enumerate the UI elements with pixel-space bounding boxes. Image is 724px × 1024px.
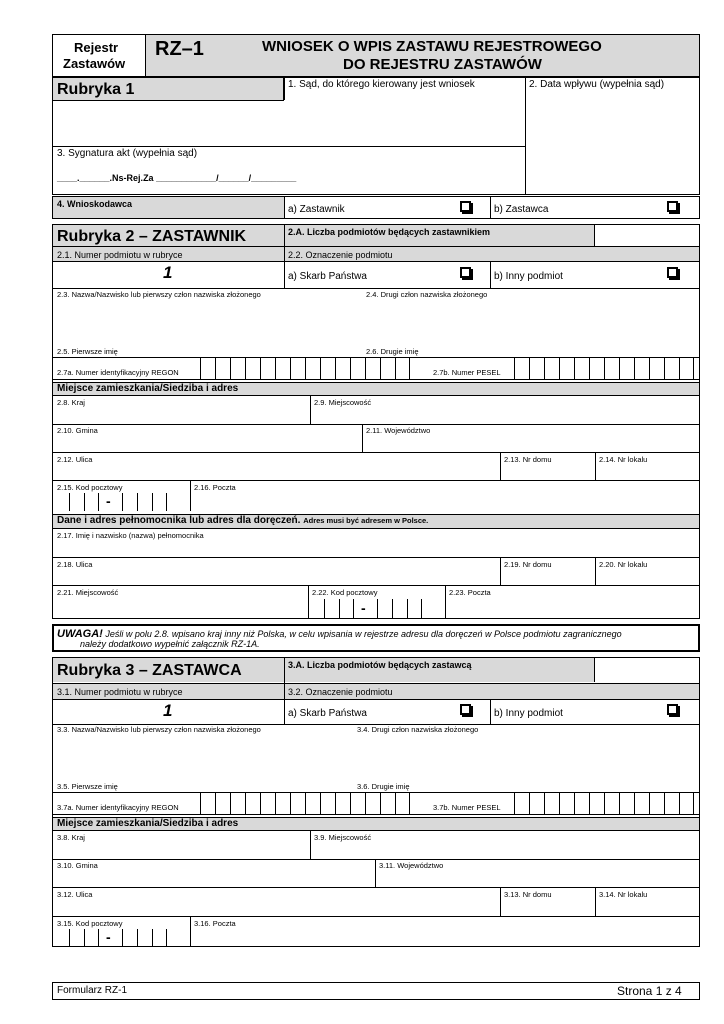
s2-option-b-label: b) Inny podmiot	[494, 271, 563, 282]
s2-regon-cells[interactable]	[200, 357, 410, 379]
s2-voivodeship-label: 2.11. Województwo	[366, 426, 431, 435]
s3-voivodeship-label: 3.11. Województwo	[379, 861, 444, 870]
form-title-line1: WNIOSEK O WPIS ZASTAWU REJESTROWEGO	[262, 38, 602, 55]
s2-option-a-checkbox[interactable]	[460, 267, 471, 278]
s3-postcode-cells-a[interactable]	[69, 929, 99, 947]
s2-street-label: 2.12. Ulica	[57, 455, 93, 464]
court-label: 1. Sąd, do którego kierowany jest wniosek	[288, 79, 475, 90]
s2-proxy-city-label: 2.21. Miejscowość	[57, 588, 119, 597]
s3-postcode-label: 3.15. Kod pocztowy	[57, 919, 123, 928]
s3-name-label: 3.3. Nazwa/Nazwisko lub pierwszy człon nazwiska złożonego	[57, 725, 261, 734]
s2-name-field[interactable]	[53, 300, 699, 344]
s2-second-name-label: 2.4. Drugi człon nazwiska złożonego	[366, 290, 488, 299]
s2-postcode-cells-a[interactable]	[69, 493, 99, 511]
section3-title: Rubryka 3 – ZASTAWCA	[57, 662, 242, 679]
s2-address-header: Miejsce zamieszkania/Siedziba i adres	[57, 383, 239, 394]
s3-regon-label: 3.7a. Numer identyfikacyjny REGON	[57, 803, 179, 812]
s2-designation-label: 2.2. Oznaczenie podmiotu	[288, 250, 393, 260]
section2-count-field[interactable]	[594, 225, 699, 246]
s3-option-a-checkbox[interactable]	[460, 704, 471, 715]
s2-proxy-name-label: 2.17. Imię i nazwisko (nazwa) pełnomocnika	[57, 531, 204, 540]
s3-postcode-dash: -	[106, 929, 111, 945]
s2-proxy-postcode-dash: -	[361, 600, 366, 616]
s2-postcode-cells-b[interactable]	[122, 493, 167, 511]
warning-text-line1: UWAGA! Jeśli w polu 2.8. wpisano kraj inny niż Polska, w celu wpisania w rejestrze adresu dla doręczeń w Polsce podmiotu zagranicznego	[57, 628, 622, 640]
warning-label: UWAGA!	[57, 628, 103, 640]
s2-subject-no-label: 2.1. Numer podmiotu w rubryce	[57, 250, 183, 260]
s3-subject-no-label: 3.1. Numer podmiotu w rubryce	[57, 687, 183, 697]
registry-label-line2: Zastawów	[63, 56, 126, 71]
s2-pesel-cells[interactable]	[514, 357, 694, 379]
s3-pesel-label: 3.7b. Numer PESEL	[433, 803, 501, 812]
s3-address-header: Miejsce zamieszkania/Siedziba i adres	[57, 818, 239, 829]
s2-postcode-label: 2.15. Kod pocztowy	[57, 483, 123, 492]
s3-designation-label: 3.2. Oznaczenie podmiotu	[288, 687, 393, 697]
s2-proxy-house-label: 2.19. Nr domu	[504, 560, 552, 569]
s2-proxy-postcode-label: 2.22. Kod pocztowy	[312, 588, 378, 597]
applicant-option-b-label: b) Zastawca	[494, 204, 549, 215]
s2-country-label: 2.8. Kraj	[57, 398, 85, 407]
s2-proxy-note: Adres musi być adresem w Polsce.	[303, 516, 429, 525]
warning-text-line2: należy dodatkowo wypełnić załącznik RZ-1A.	[80, 639, 260, 649]
section2-title: Rubryka 2 – ZASTAWNIK	[57, 228, 247, 245]
s2-flat-label: 2.14. Nr lokalu	[599, 455, 648, 464]
s3-subject-no-value: 1	[163, 701, 173, 720]
s2-house-label: 2.13. Nr domu	[504, 455, 552, 464]
s2-option-b-checkbox[interactable]	[667, 267, 678, 278]
receipt-date-label: 2. Data wpływu (wypełnia sąd)	[529, 79, 665, 90]
court-field[interactable]	[53, 101, 524, 146]
s3-house-label: 3.13. Nr domu	[504, 890, 552, 899]
s2-proxy-postcode-cells-a[interactable]	[324, 599, 354, 618]
s2-name-label: 2.3. Nazwa/Nazwisko lub pierwszy człon nazwiska złożonego	[57, 290, 261, 299]
footer-page-number: Strona 1 z 4	[617, 984, 682, 998]
s2-proxy-postcode-cells-b[interactable]	[377, 599, 422, 618]
s2-commune-label: 2.10. Gmina	[57, 426, 98, 435]
section3-count-field[interactable]	[594, 658, 699, 682]
s2-second-first-name-label: 2.6. Drugie imię	[366, 347, 419, 356]
s3-second-first-name-label: 3.6. Drugie imię	[357, 782, 410, 791]
s3-name-field[interactable]	[53, 735, 699, 779]
s3-flat-label: 3.14. Nr lokalu	[599, 890, 648, 899]
s2-post-label: 2.16. Poczta	[194, 483, 236, 492]
signature-pattern[interactable]: ____.______.Ns-Rej.Za ____________/______/_________	[57, 173, 297, 183]
receipt-date-field[interactable]	[526, 96, 699, 194]
signature-label: 3. Sygnatura akt (wypełnia sąd)	[57, 148, 198, 159]
registry-label-line1: Rejestr	[74, 40, 119, 55]
s3-postcode-cells-b[interactable]	[122, 929, 167, 947]
s2-pesel-label: 2.7b. Numer PESEL	[433, 368, 501, 377]
applicant-label: 4. Wnioskodawca	[57, 199, 133, 209]
s3-pesel-cells[interactable]	[514, 792, 694, 814]
applicant-option-a-label: a) Zastawnik	[288, 204, 345, 215]
form-code: RZ–1	[155, 38, 204, 60]
form-title-line2: DO REJESTRU ZASTAWÓW	[343, 56, 542, 73]
s3-second-name-label: 3.4. Drugi człon nazwiska złożonego	[357, 725, 479, 734]
section3-count-label: 3.A. Liczba podmiotów będących zastawcą	[288, 660, 472, 670]
section2-count-label: 2.A. Liczba podmiotów będących zastawnikiem	[288, 227, 491, 237]
applicant-option-a-checkbox[interactable]	[460, 201, 471, 212]
s3-street-label: 3.12. Ulica	[57, 890, 93, 899]
s3-option-b-label: b) Inny podmiot	[494, 708, 563, 719]
s3-regon-cells[interactable]	[200, 792, 410, 814]
s2-proxy-header: Dane i adres pełnomocnika lub adres dla doręczeń. Adres musi być adresem w Polsce.	[57, 515, 429, 526]
s2-city-label: 2.9. Miejscowość	[314, 398, 372, 407]
s3-country-label: 3.8. Kraj	[57, 833, 85, 842]
s3-city-label: 3.9. Miejscowość	[314, 833, 372, 842]
s2-option-a-label: a) Skarb Państwa	[288, 271, 367, 282]
s2-proxy-street-label: 2.18. Ulica	[57, 560, 93, 569]
s2-proxy-post-label: 2.23. Poczta	[449, 588, 491, 597]
s3-option-a-label: a) Skarb Państwa	[288, 708, 367, 719]
applicant-option-b-checkbox[interactable]	[667, 201, 678, 212]
s3-option-b-checkbox[interactable]	[667, 704, 678, 715]
footer-form-name: Formularz RZ-1	[57, 985, 128, 996]
section1-title: Rubryka 1	[57, 81, 135, 98]
s2-subject-no-value: 1	[163, 263, 173, 282]
s3-first-name-label: 3.5. Pierwsze imię	[57, 782, 118, 791]
footer-box	[52, 982, 700, 1000]
s2-proxy-flat-label: 2.20. Nr lokalu	[599, 560, 648, 569]
s2-regon-label: 2.7a. Numer identyfikacyjny REGON	[57, 368, 179, 377]
s3-commune-label: 3.10. Gmina	[57, 861, 98, 870]
s2-first-name-label: 2.5. Pierwsze imię	[57, 347, 118, 356]
s3-post-label: 3.16. Poczta	[194, 919, 236, 928]
s2-postcode-dash: -	[106, 493, 111, 509]
